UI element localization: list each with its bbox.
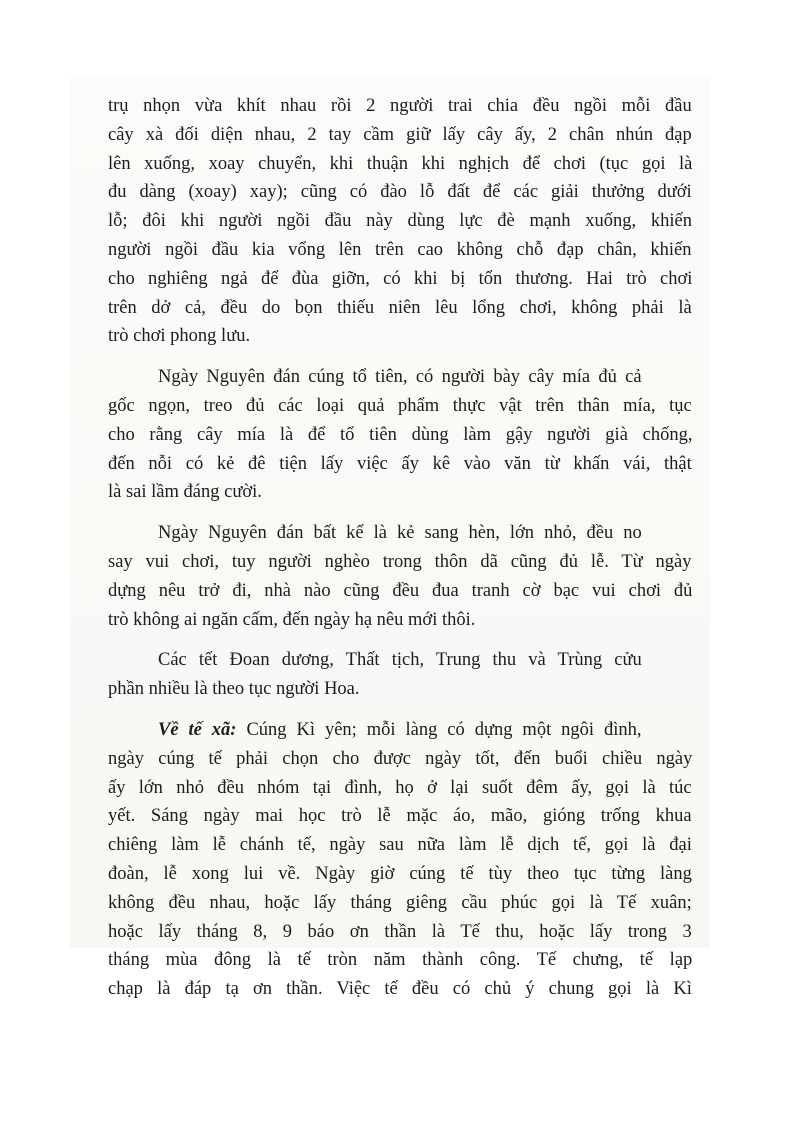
text-line xyxy=(108,716,692,745)
text-line: chạp là đáp tạ ơn thần. Việc tế đều có chủ ý chung gọi là Kì xyxy=(108,979,692,1000)
paragraph-gap xyxy=(108,507,692,519)
text-line: đoàn, lễ xong lui về. Ngày giờ cúng tế tùy theo tục từng làng xyxy=(108,863,692,884)
text-line: lỗ; đôi khi người ngồi đầu này dùng lực đè mạnh xuống, khiến xyxy=(108,211,692,232)
paragraph-4 xyxy=(108,646,692,704)
paragraph-5 xyxy=(108,716,692,1004)
text-line: đu dàng (xoay) xay); cũng có đào lỗ đất để các giải thưởng dưới xyxy=(108,182,692,203)
paragraph-3 xyxy=(108,519,692,634)
text-line: không đều nhau, hoặc lấy tháng giêng cầu phúc gọi là Tế xuân; xyxy=(108,892,692,913)
text-line: trên dở cả, đều do bọn thiếu niên lêu lổng chơi, không phải là xyxy=(108,297,692,318)
text-line: yết. Sáng ngày mai học trò lễ mặc áo, mão, gióng trống khua xyxy=(108,806,692,827)
text-line: tháng mùa đông là tế tròn năm thành công. Tế chưng, tế lạp xyxy=(108,950,693,971)
text-line: say vui chơi, tuy người nghèo trong thôn dã cũng đủ lễ. Từ ngày xyxy=(108,551,692,572)
document-body xyxy=(108,92,692,1004)
text-line: người ngồi đầu kia vổng lên trên cao không chỗ đạp chân, khiến xyxy=(108,239,692,260)
paragraph-2 xyxy=(108,363,692,507)
text-line: cây xà đối diện nhau, 2 tay cầm giữ lấy cây ấy, 2 chân nhún đạp xyxy=(108,124,692,145)
text-line: trụ nhọn vừa khít nhau rồi 2 người trai chia đều ngồi mỗi đầu xyxy=(108,96,692,116)
text-line-rest: Cúng Kì yên; mỗi làng có dựng một ngôi đình, xyxy=(236,719,642,740)
text-line: là sai lầm đáng cười. xyxy=(108,482,262,503)
text-line: trò chơi phong lưu. xyxy=(108,326,251,347)
text-line: ấy lớn nhỏ đều nhóm tại đình, họ ở lại suốt đêm ấy, gọi là túc xyxy=(108,777,692,798)
text-line: gốc ngọn, treo đủ các loại quả phẩm thực vật trên thân mía, tục xyxy=(108,395,692,416)
text-line: Ngày Nguyên đán bất kể là kẻ sang hèn, lớn nhỏ, đều no xyxy=(158,523,642,544)
text-line: dựng nêu trở đi, nhà nào cũng đều đua tranh cờ bạc vui chơi đủ xyxy=(108,580,693,601)
text-line: hoặc lấy tháng 8, 9 báo ơn thần là Tế thu, hoặc lấy trong 3 xyxy=(108,921,692,942)
text-line: cho nghiêng ngả để đùa giỡn, có khi bị tổn thương. Hai trò chơi xyxy=(108,268,693,289)
text-line: trò không ai ngăn cấm, đến ngày hạ nêu mới thôi. xyxy=(108,609,476,630)
text-line: chiêng làm lễ chánh tế, ngày sau nữa làm lễ dịch tế, gọi là đại xyxy=(108,835,692,856)
paragraph-1 xyxy=(108,92,692,351)
section-lead: Về tế xã: xyxy=(158,719,237,740)
paragraph-gap xyxy=(108,634,692,646)
text-line: Các tết Đoan dương, Thất tịch, Trung thu và Trùng cửu xyxy=(158,650,642,671)
text-line: Ngày Nguyên đán cúng tổ tiên, có người bày cây mía đủ cả xyxy=(158,367,642,388)
text-line: phần nhiều là theo tục người Hoa. xyxy=(108,679,360,700)
text-line: lên xuống, xoay chuyển, khi thuận khi nghịch để chơi (tục gọi là xyxy=(108,153,693,174)
text-line: ngày cúng tế phải chọn cho được ngày tốt, đến buổi chiều ngày xyxy=(108,748,693,769)
text-line: đến nỗi có kẻ đê tiện lấy việc ấy kê vào văn từ khấn vái, thật xyxy=(108,453,692,474)
paragraph-gap xyxy=(108,351,692,363)
paragraph-gap xyxy=(108,704,692,716)
text-line: cho rằng cây mía là để tổ tiên dùng làm gậy người già chống, xyxy=(108,424,693,445)
